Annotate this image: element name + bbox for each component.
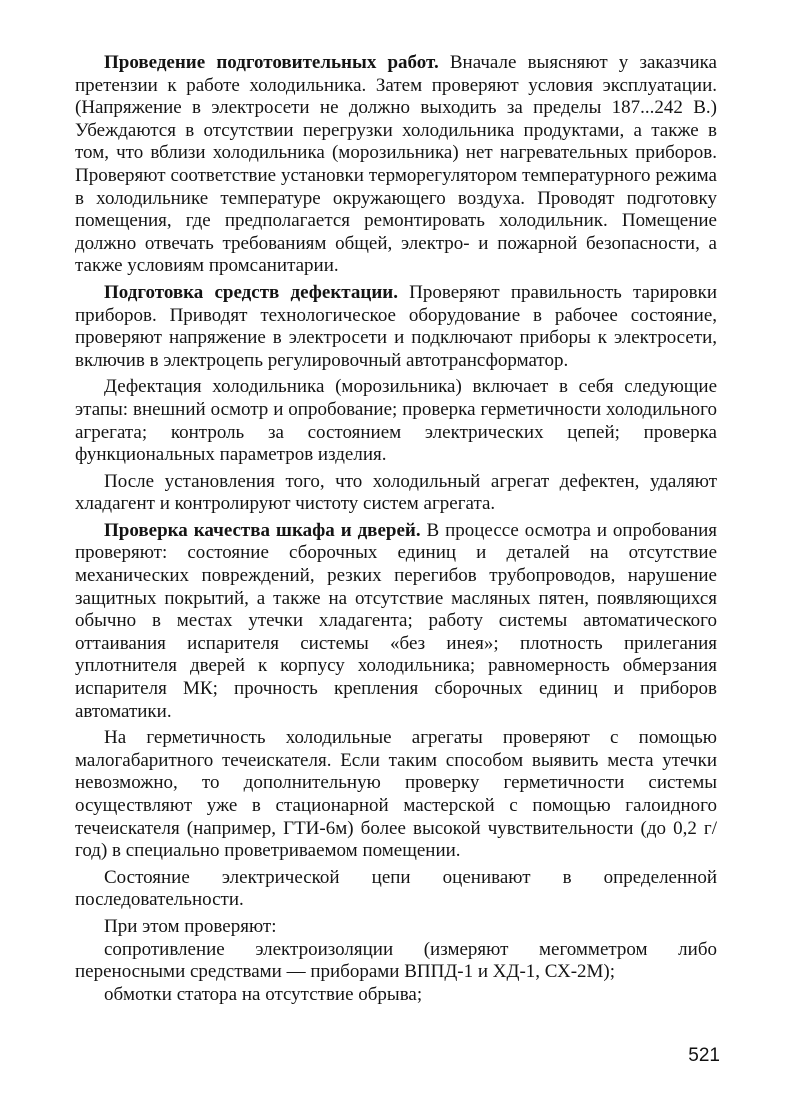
paragraph-text: Дефектация холодильника (морозильника) включает в себя следующие этапы: внешний осмотр и опробование; проверка герметичности холодильного агрегата; контроль за состоянием электрических цепей; проверка функциональных параметров изделия. [75,376,717,466]
paragraph-checked-items-intro [75,916,717,939]
paragraph-text: После установления того, что холодильный агрегат дефектен, удаляют хладагент и контролируют чистоту систем агрегата. [75,470,717,515]
paragraph-refrigerant-removal [75,471,717,516]
paragraph-text: Вначале выясняют у заказчика претензии к работе холодильника. Затем проверяют условия эксплуатации. (Напряжение в электросети не должно выходить за пределы 187...242 В.) Убеждаются в отсутствии перегрузки холодильника продуктами, а также в том, что вблизи холодильника (морозильника) нет нагревательных приборов. Проверяют соответствие установки терморегулятором температурного режима в холодильнике температуре окружающего воздуха. Проводят подготовку помещения, где предполагается ремонтировать холодильник. Помещение должно отвечать требованиям общей, электро- и пожарной безопасности, а также условиям промсанитарии. [75,52,717,277]
paragraph-electric-circuit [75,867,717,912]
heading-cabinet-check: Проверка качества шкафа и дверей. [104,519,421,541]
paragraph-leak-test [75,727,717,863]
list-item-stator [75,984,717,1007]
paragraph-preparatory-work [75,52,717,278]
page-number: 521 [688,1045,720,1066]
paragraph-text: Состояние электрической цепи оценивают в определенной последовательности. [75,866,717,911]
paragraph-text: обмотки статора на отсутствие обрыва; [104,983,423,1005]
paragraph-text: При этом проверяют: [104,915,277,937]
heading-defect-tools: Подготовка средств дефектации. [104,281,398,303]
paragraph-cabinet-check [75,520,717,723]
body-text [75,52,717,1006]
paragraph-defect-stages [75,376,717,466]
heading-preparatory-work: Проведение подготовительных работ. [104,52,439,73]
paragraph-text: На герметичность холодильные агрегаты проверяют с помощью малогабаритного течеискателя. Если таким способом выявить места утечки невозможно, то дополнительную проверку герметичности системы осуществляют уже в стационарной мастерской с помощью галоидного течеискателя (например, ГТИ-6м) более высокой чувствительности (до 0,2 г/год) в специально проветриваемом помещении. [75,727,717,862]
paragraph-text: сопротивление электроизоляции (измеряют мегомметром либо переносными средствами — приборами ВППД-1 и ХД-1, СХ-2М); [75,938,717,983]
paragraph-defect-tools [75,282,717,372]
paragraph-text: Проверяют правильность тарировки приборов. Приводят технологическое оборудование в рабочее состояние, проверяют напряжение в электросети и подключают приборы к электросети, включив в электроцепь регулировочный автотрансформатор. [75,281,718,371]
paragraph-text: В процессе осмотра и опробования проверяют: состояние сборочных единиц и деталей на отсутствие механических повреждений, резких перегибов трубопроводов, нарушение защитных покрытий, а также на отсутствие масляных пятен, появляющихся обычно в местах утечки хладагента; работу системы автоматического оттаивания испарителя системы «без инея»; плотность прилегания уплотнителя дверей к корпусу холодильника; равномерность обмерзания испарителя МК; прочность крепления сборочных единиц и приборов автоматики. [75,519,717,722]
list-item-insulation [75,939,717,984]
